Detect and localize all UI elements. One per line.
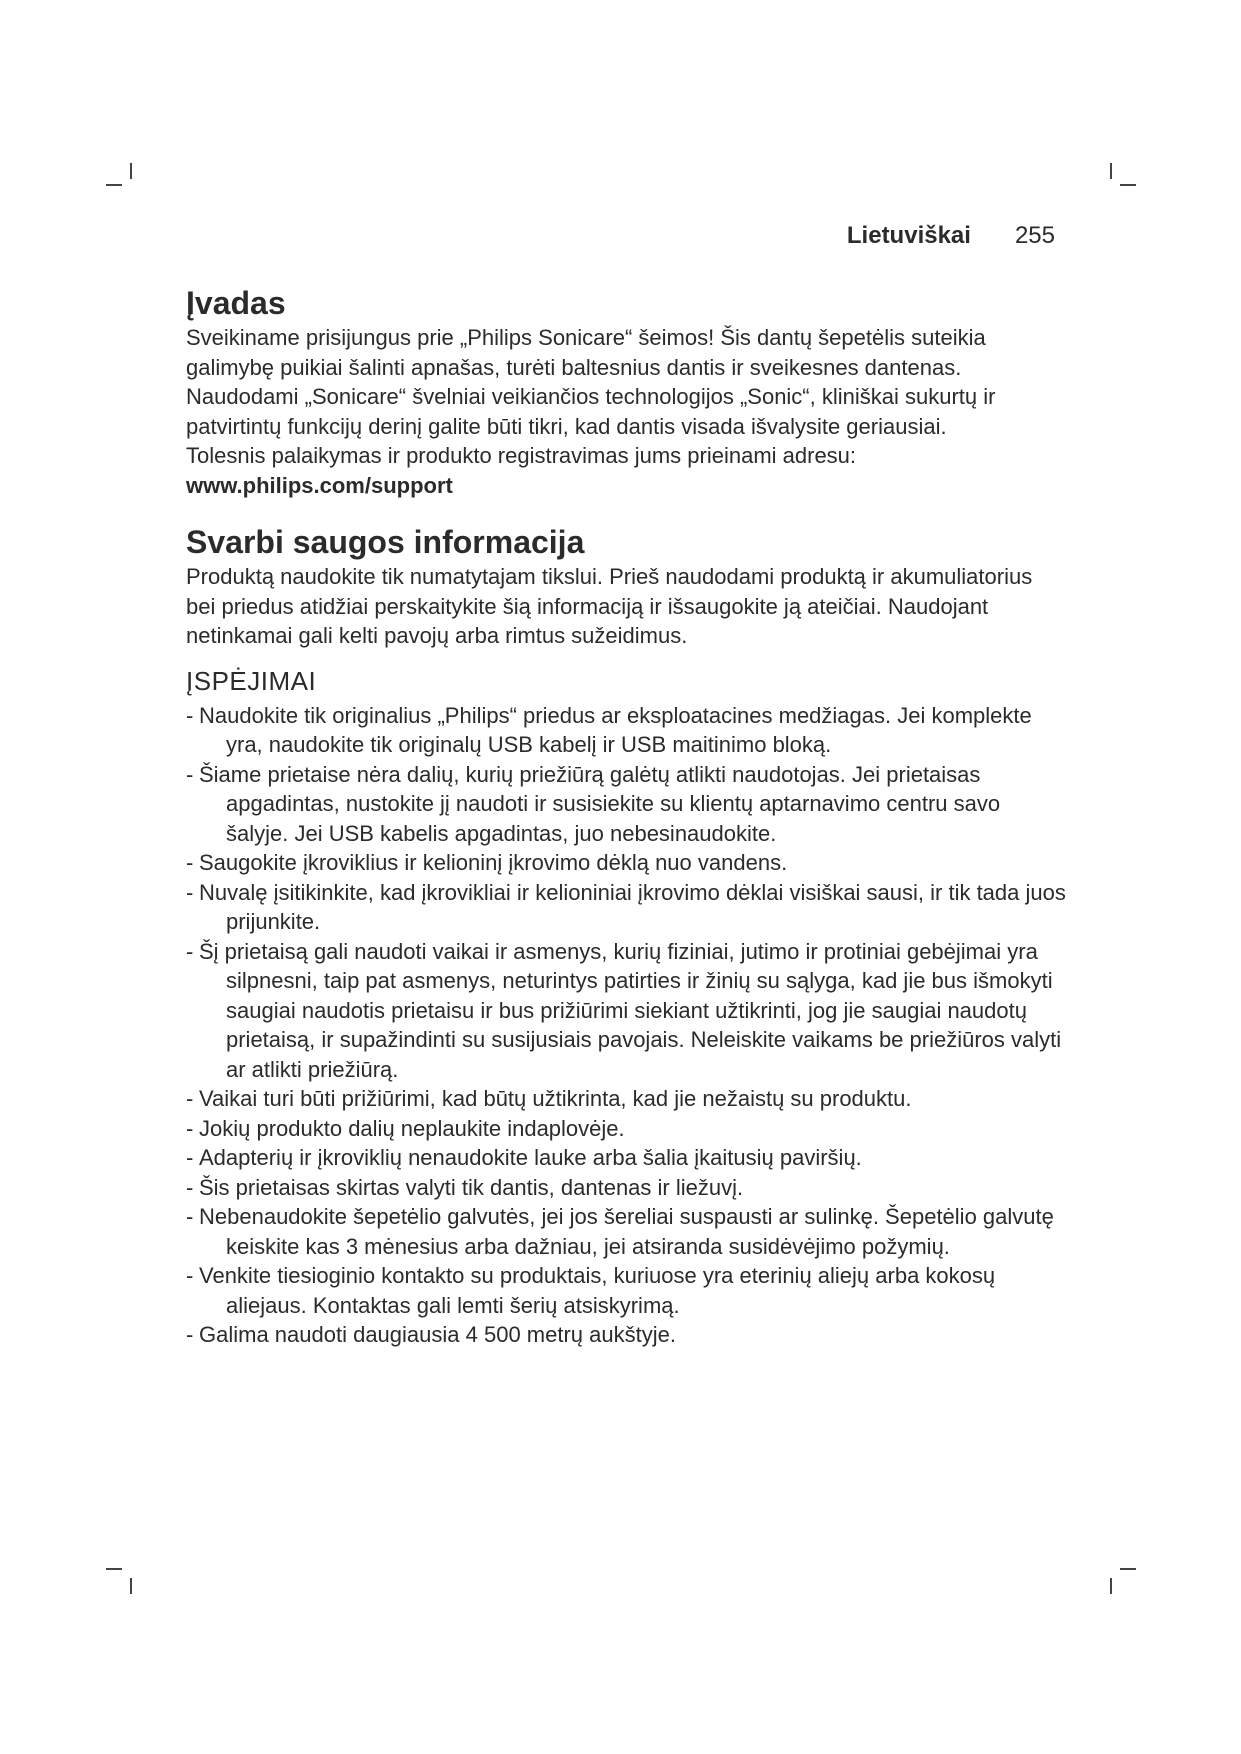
- safety-heading: Svarbi saugos informacija: [186, 524, 585, 560]
- page-number: 255: [1014, 222, 1055, 249]
- warning-item: - Venkite tiesioginio kontakto su produktais, kuriuose yra eterinių aliejų arba kokosų aliejaus. Kontaktas gali lemti šerių atsiskyrimą.: [186, 1261, 1066, 1320]
- crop-mark-bottom-left-v: [130, 1578, 132, 1594]
- support-text: Tolesnis palaikymas ir produkto registravimas jums prieinami adresu:: [186, 443, 857, 468]
- page-header: [847, 222, 1055, 250]
- warning-item: - Nebenaudokite šepetėlio galvutės, jei jos šereliai suspausti ar sulinkę. Šepetėlio galvutę keiskite kas 3 mėnesius arba dažniau, jei atsiranda susidėvėjimo požymių.: [186, 1202, 1066, 1261]
- warning-item: - Galima naudoti daugiausia 4 500 metrų aukštyje.: [186, 1320, 1066, 1350]
- language-label: Lietuviškai: [846, 222, 971, 249]
- warning-item: - Saugokite įkroviklius ir kelioninį įkrovimo dėklą nuo vandens.: [186, 848, 1066, 878]
- support-link[interactable]: www.philips.com/support: [186, 472, 453, 498]
- warning-item: - Adapterių ir įkroviklių nenaudokite lauke arba šalia įkaitusių paviršių.: [186, 1143, 1066, 1173]
- warnings-heading: ĮSPĖJIMAI: [186, 665, 317, 696]
- warning-item: - Šis prietaisas skirtas valyti tik dantis, dantenas ir liežuvį.: [186, 1173, 1066, 1203]
- crop-mark-bottom-right-h: [1120, 1568, 1136, 1570]
- intro-heading: Įvadas: [186, 285, 286, 321]
- crop-mark-bottom-right-v: [1110, 1578, 1112, 1594]
- warning-item: - Šį prietaisą gali naudoti vaikai ir asmenys, kurių fiziniai, jutimo ir protiniai gebėjimai yra silpnesni, taip pat asmenys, neturintys patirties ir žinių su sąlyga, kad jie bus išmokyti saugiai naudotis prietaisu ir bus prižiūrimi siekiant užtikrinti, jog jie saugiai naudotų prietaisą, ir supažindinti su susijusiais pavojais. Neleiskite vaikams be priežiūros valyti ar atlikti priežiūrą.: [186, 937, 1066, 1085]
- crop-mark-top-right-h: [1120, 184, 1136, 186]
- warning-item: - Nuvalę įsitikinkite, kad įkrovikliai ir kelioniniai įkrovimo dėklai visiškai sausi, ir tik tada juos prijunkite.: [186, 878, 1066, 937]
- warning-item: - Naudokite tik originalius „Philips“ priedus ar eksploatacines medžiagas. Jei komplekte yra, naudokite tik originalų USB kabelį ir USB maitinimo bloką.: [186, 701, 1066, 760]
- warning-item: - Šiame prietaise nėra dalių, kurių priežiūrą galėtų atlikti naudotojas. Jei prietaisas apgadintas, nustokite jį naudoti ir susisiekite su klientų aptarnavimo centru savo šalyje. Jei USB kabelis apgadintas, juo nebesinaudokite.: [186, 760, 1066, 849]
- warning-item: - Vaikai turi būti prižiūrimi, kad būtų užtikrinta, kad jie nežaistų su produktu.: [186, 1084, 1066, 1114]
- page-content: [186, 283, 1066, 1350]
- crop-mark-top-right-v: [1110, 163, 1112, 179]
- crop-mark-bottom-left-h: [106, 1568, 122, 1570]
- crop-mark-top-left-h: [106, 184, 122, 186]
- warnings-list: [186, 701, 1066, 1350]
- warning-item: - Jokių produkto dalių neplaukite indaplovėje.: [186, 1114, 1066, 1144]
- crop-mark-top-left-v: [130, 163, 132, 179]
- intro-paragraph: Sveikiname prisijungus prie „Philips Sonicare“ šeimos! Šis dantų šepetėlis suteikia galimybę puikiai šalinti apnašas, turėti baltesnius dantis ir sveikesnes dantenas. Naudodami „Sonicare“ švelniai veikiančios technologijos „Sonic“, kliniškai sukurtų ir patvirtintų funkcijų derinį galite būti tikri, kad dantis visada išvalysite geriausiai.: [186, 325, 996, 439]
- safety-paragraph: Produktą naudokite tik numatytajam tikslui. Prieš naudodami produktą ir akumuliatorius bei priedus atidžiai perskaitykite šią informaciją ir išsaugokite ją ateičiai. Naudojant netinkamai gali kelti pavojų arba rimtus sužeidimus.: [186, 564, 1033, 648]
